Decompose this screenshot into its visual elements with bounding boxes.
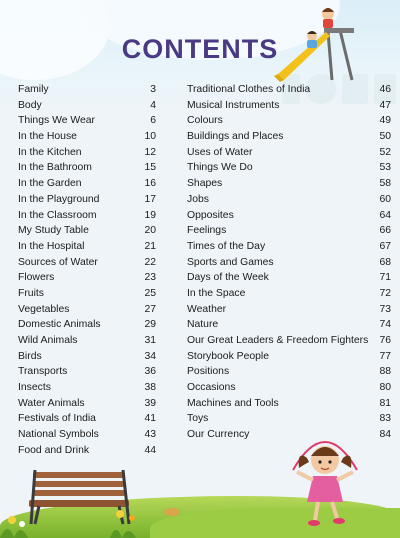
toc-entry-page: 41 bbox=[144, 413, 156, 425]
toc-entry-title: Positions bbox=[187, 366, 230, 378]
toc-entry-page: 17 bbox=[144, 193, 156, 205]
toc-entry-title: Things We Do bbox=[187, 162, 253, 174]
toc-entry bbox=[18, 335, 156, 351]
toc-entry-title: In the Garden bbox=[18, 178, 82, 190]
toc-entry bbox=[18, 178, 156, 194]
toc-entry-page: 52 bbox=[379, 146, 391, 158]
toc-entry bbox=[18, 100, 156, 116]
toc-entry-page: 12 bbox=[144, 146, 156, 158]
toc-entry bbox=[187, 84, 391, 100]
toc-entry-page: 6 bbox=[150, 115, 156, 127]
toc-entry-page: 27 bbox=[144, 303, 156, 315]
girl-skipping-illustration bbox=[285, 420, 365, 532]
toc-entry-title: Body bbox=[18, 99, 42, 111]
toc-entry bbox=[187, 100, 391, 116]
toc-entry-page: 39 bbox=[144, 397, 156, 409]
toc-entry-page: 49 bbox=[379, 115, 391, 127]
toc-entry-page: 29 bbox=[144, 319, 156, 331]
toc-entry-page: 44 bbox=[144, 444, 156, 456]
toc-entry bbox=[18, 304, 156, 320]
toc-entry bbox=[187, 288, 391, 304]
toc-entry-page: 22 bbox=[144, 256, 156, 268]
toc-entry-title: In the Playground bbox=[18, 193, 100, 205]
toc-entry-page: 71 bbox=[379, 272, 391, 284]
toc-entry-page: 36 bbox=[144, 366, 156, 378]
toc-entry-page: 43 bbox=[144, 429, 156, 441]
toc-entry-title: Colours bbox=[187, 115, 223, 127]
toc-entry-title: In the Classroom bbox=[18, 209, 97, 221]
toc-entry bbox=[18, 272, 156, 288]
toc-entry-page: 20 bbox=[144, 225, 156, 237]
toc-entry-title: National Symbols bbox=[18, 429, 99, 441]
toc-entry-title: Machines and Tools bbox=[187, 397, 279, 409]
toc-entry bbox=[187, 162, 391, 178]
toc-entry bbox=[187, 366, 391, 382]
toc-entry-page: 25 bbox=[144, 287, 156, 299]
slide-illustration bbox=[270, 2, 360, 82]
toc-entry-title: Weather bbox=[187, 303, 227, 315]
toc-entry-page: 16 bbox=[144, 178, 156, 190]
toc-entry bbox=[18, 366, 156, 382]
toc-entry-page: 76 bbox=[379, 335, 391, 346]
toc-entry-title: Sports and Games bbox=[187, 256, 274, 268]
toc-entry-title: Traditional Clothes of India bbox=[187, 84, 311, 95]
toc-entry-page: 84 bbox=[379, 429, 391, 441]
toc-entry-title: Festivals of India bbox=[18, 413, 96, 425]
toc-entry-page: 46 bbox=[379, 84, 391, 95]
toc-entry-title: Days of the Week bbox=[187, 272, 269, 284]
toc-entry bbox=[18, 84, 156, 100]
toc-entry-title: Flowers bbox=[18, 272, 55, 284]
toc-entry-title: Sources of Water bbox=[18, 256, 98, 268]
toc-entry-title: In the Kitchen bbox=[18, 146, 82, 158]
toc-entry-title: Jobs bbox=[187, 193, 209, 205]
toc-entry-title: Feelings bbox=[187, 225, 227, 237]
toc-entry bbox=[187, 335, 391, 351]
toc-entry-page: 19 bbox=[144, 209, 156, 221]
toc-entry-title: Shapes bbox=[187, 178, 223, 190]
toc-entry-title: Storybook People bbox=[187, 350, 270, 362]
toc-entry-page: 66 bbox=[379, 225, 391, 237]
toc-entry bbox=[18, 382, 156, 398]
toc-entry-page: 53 bbox=[379, 162, 391, 174]
toc-entry bbox=[18, 351, 156, 367]
toc-entry-title: Nature bbox=[187, 319, 219, 331]
toc-entry bbox=[187, 194, 391, 210]
toc-entry bbox=[18, 147, 156, 163]
toc-entry-title: In the Hospital bbox=[18, 240, 85, 252]
toc-entry-title: Vegetables bbox=[18, 303, 70, 315]
contents-column-right bbox=[187, 84, 391, 445]
toc-entry bbox=[187, 398, 391, 414]
toc-entry bbox=[187, 131, 391, 147]
toc-entry bbox=[187, 225, 391, 241]
toc-entry-title: Birds bbox=[18, 350, 42, 362]
toc-entry bbox=[18, 319, 156, 335]
toc-entry bbox=[187, 147, 391, 163]
toc-entry-title: Opposites bbox=[187, 209, 234, 221]
toc-entry bbox=[18, 413, 156, 429]
toc-entry-page: 81 bbox=[379, 397, 391, 409]
toc-entry-page: 23 bbox=[144, 272, 156, 284]
toc-entry-title: Toys bbox=[187, 413, 209, 425]
toc-entry bbox=[18, 225, 156, 241]
contents-column-left bbox=[18, 84, 156, 461]
toc-entry-title: Family bbox=[18, 84, 49, 95]
toc-entry-title: Fruits bbox=[18, 287, 44, 299]
toc-entry-page: 88 bbox=[379, 366, 391, 378]
toc-entry bbox=[187, 272, 391, 288]
toc-entry-title: Water Animals bbox=[18, 397, 85, 409]
toc-entry-title: Uses of Water bbox=[187, 146, 253, 158]
toc-entry bbox=[18, 210, 156, 226]
toc-entry-page: 47 bbox=[379, 99, 391, 111]
toc-entry-page: 50 bbox=[379, 131, 391, 143]
toc-entry bbox=[18, 241, 156, 257]
toc-entry-title: In the Space bbox=[187, 287, 246, 299]
toc-entry-title: In the House bbox=[18, 131, 77, 143]
toc-entry bbox=[18, 194, 156, 210]
toc-entry-title: Occasions bbox=[187, 382, 236, 394]
toc-entry bbox=[187, 319, 391, 335]
toc-entry-page: 15 bbox=[144, 162, 156, 174]
toc-entry-page: 10 bbox=[144, 131, 156, 143]
toc-entry-title: Our Currency bbox=[187, 429, 250, 441]
toc-entry bbox=[18, 288, 156, 304]
flowers-illustration bbox=[0, 500, 200, 538]
toc-entry bbox=[187, 241, 391, 257]
toc-entry bbox=[18, 257, 156, 273]
toc-entry bbox=[18, 429, 156, 445]
toc-entry-title: Domestic Animals bbox=[18, 319, 101, 331]
toc-entry-page: 67 bbox=[379, 240, 391, 252]
toc-entry-page: 64 bbox=[379, 209, 391, 221]
toc-entry bbox=[18, 445, 156, 461]
toc-entry bbox=[187, 115, 391, 131]
toc-entry-page: 21 bbox=[144, 240, 156, 252]
toc-entry-title: Musical Instruments bbox=[187, 99, 280, 111]
toc-entry-title: Food and Drink bbox=[18, 444, 90, 456]
toc-entry-page: 4 bbox=[150, 99, 156, 111]
toc-entry-page: 77 bbox=[379, 350, 391, 362]
toc-entry-page: 34 bbox=[144, 350, 156, 362]
toc-entry-page: 83 bbox=[379, 413, 391, 425]
toc-entry bbox=[18, 398, 156, 414]
toc-entry-title: Insects bbox=[18, 382, 51, 394]
toc-entry-page: 74 bbox=[379, 319, 391, 331]
toc-entry-page: 3 bbox=[150, 84, 156, 95]
toc-entry bbox=[187, 257, 391, 273]
toc-entry-title: Things We Wear bbox=[18, 115, 95, 127]
page-title: CONTENTS bbox=[121, 34, 279, 64]
toc-entry-title: My Study Table bbox=[18, 225, 89, 237]
toc-entry-page: 31 bbox=[144, 335, 156, 346]
toc-entry-title: Our Great Leaders & Freedom Fighters bbox=[187, 335, 369, 346]
toc-entry-page: 73 bbox=[379, 303, 391, 315]
toc-entry-title: Buildings and Places bbox=[187, 131, 284, 143]
toc-entry bbox=[187, 351, 391, 367]
toc-entry bbox=[187, 304, 391, 320]
toc-entry-page: 68 bbox=[379, 256, 391, 268]
toc-entry-page: 80 bbox=[379, 382, 391, 394]
toc-entry-page: 72 bbox=[379, 287, 391, 299]
toc-entry-page: 38 bbox=[144, 382, 156, 394]
toc-entry bbox=[187, 382, 391, 398]
toc-entry-page: 60 bbox=[379, 193, 391, 205]
toc-entry-title: In the Bathroom bbox=[18, 162, 92, 174]
toc-entry-title: Transports bbox=[18, 366, 68, 378]
toc-entry bbox=[187, 178, 391, 194]
toc-entry-title: Wild Animals bbox=[18, 335, 78, 346]
toc-entry bbox=[18, 162, 156, 178]
toc-entry-title: Times of the Day bbox=[187, 240, 266, 252]
toc-entry bbox=[18, 131, 156, 147]
toc-entry bbox=[187, 210, 391, 226]
toc-entry-page: 58 bbox=[379, 178, 391, 190]
toc-entry bbox=[18, 115, 156, 131]
